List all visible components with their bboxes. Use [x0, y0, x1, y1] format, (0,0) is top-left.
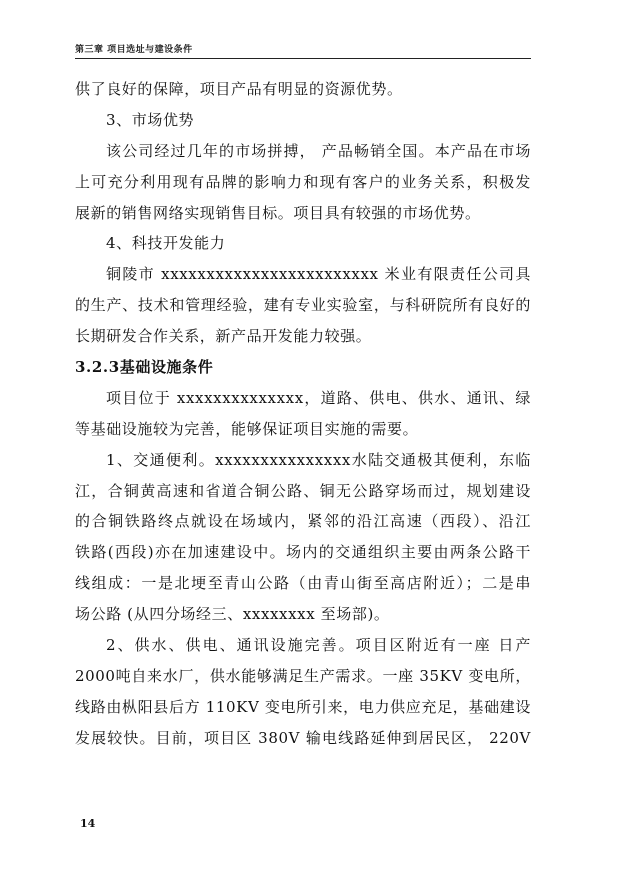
- paragraph-line: 展新的销售网络实现销售目标。项目具有较强的市场优势。: [75, 203, 481, 222]
- paragraph-line: 场公路 (从四分场经三、xxxxxxxx 至场部)。: [75, 605, 390, 624]
- paragraph-line: 江，合铜黄高速和省道合铜公路、铜无公路穿场而过，规划建设: [75, 481, 531, 500]
- paragraph-line: 上可充分利用现有品牌的影响力和现有客户的业务关系，积极发: [75, 172, 531, 191]
- paragraph-line: 线组成：一是北埂至青山公路（由青山街至高店附近）；二是串: [75, 574, 531, 593]
- paragraph-line: 供了良好的保障，项目产品有明显的资源优势。: [75, 80, 403, 98]
- paragraph-line: 线路由枞阳县后方 110KV 变电所引来，电力供应充足，基础建设: [75, 697, 531, 716]
- paragraph-line: 的生产、技术和管理经验，建有专业实验室，与科研院所有良好的: [75, 296, 531, 315]
- header-divider: [75, 58, 531, 59]
- subsection-heading: 4、科技开发能力: [106, 234, 226, 253]
- running-header: 第三章 项目选址与建设条件: [75, 45, 193, 55]
- paragraph-line: 铜陵市 xxxxxxxxxxxxxxxxxxxxxxxx 米业有限责任公司具: [106, 265, 531, 284]
- paragraph-line: 2000吨自来水厂，供水能够满足生产需求。一座 35KV 变电所，: [75, 666, 531, 685]
- paragraph-line: 该公司经过几年的市场拼搏， 产品畅销全国。本产品在市场: [106, 141, 531, 160]
- paragraph-line: 1、交通便利。xxxxxxxxxxxxxxx水陆交通极其便利，东临: [106, 450, 531, 469]
- paragraph-line: 2、供水、供电、通讯设施完善。项目区附近有一座 日产: [106, 636, 531, 655]
- paragraph-line: 项目位于 xxxxxxxxxxxxxx，道路、供电、供水、通讯、绿: [106, 388, 531, 407]
- paragraph-line: 铁路(西段)亦在加速建设中。场内的交通组织主要由两条公路干: [75, 543, 531, 562]
- subsection-heading: 3、市场优势: [106, 110, 195, 129]
- document-body: [75, 74, 531, 754]
- paragraph-line: 发展较快。目前，项目区 380V 输电线路延伸到居民区， 220V: [75, 728, 531, 747]
- paragraph-line: 长期研发合作关系，新产品开发能力较强。: [75, 327, 372, 346]
- section-heading: 3.2.3基础设施条件: [75, 358, 214, 377]
- paragraph-line: 等基础设施较为完善，能够保证项目实施的需要。: [75, 419, 419, 438]
- paragraph-line: 的合铜铁路终点就设在场域内，紧邻的沿江高速（西段）、沿江: [75, 512, 531, 531]
- page-number: 14: [80, 817, 96, 830]
